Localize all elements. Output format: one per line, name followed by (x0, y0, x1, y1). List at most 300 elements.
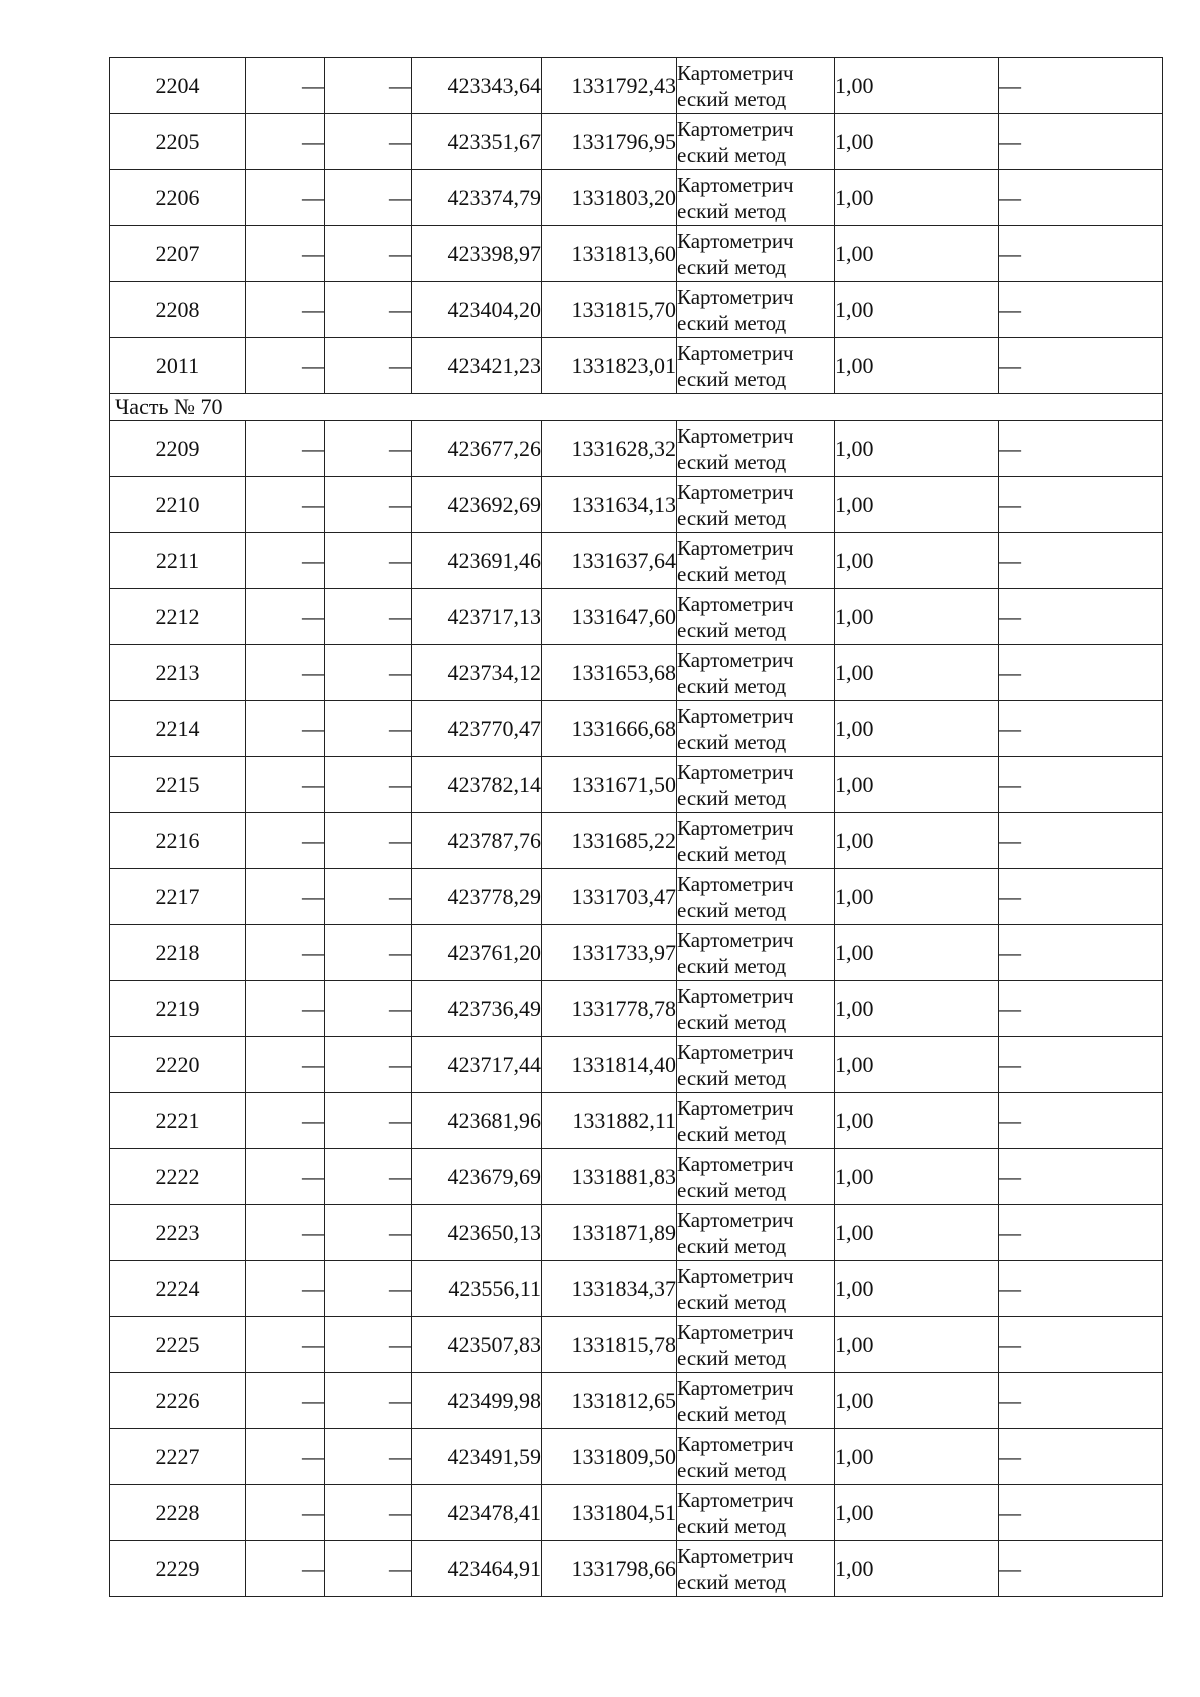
dash-cell: — (325, 925, 412, 981)
y-coordinate-cell: 1331812,65 (542, 1373, 677, 1429)
table-row (110, 1485, 1163, 1541)
x-coordinate-cell: 423681,96 (412, 1093, 542, 1149)
dash-cell: — (246, 421, 325, 477)
method-line-1: Картометрич (677, 1039, 794, 1064)
method-line-2: еский метод (677, 1177, 787, 1202)
method-line-2: еский метод (677, 673, 787, 698)
method-line-1: Картометрич (677, 983, 794, 1008)
method-line-2: еский метод (677, 254, 787, 279)
x-coordinate-cell: 423734,12 (412, 645, 542, 701)
method-cell (677, 981, 835, 1037)
dash-cell: — (999, 170, 1163, 226)
method-line-2: еский метод (677, 1401, 787, 1426)
y-coordinate-cell: 1331809,50 (542, 1429, 677, 1485)
dash-cell: — (246, 645, 325, 701)
method-cell (677, 813, 835, 869)
table-row (110, 589, 1163, 645)
dash-cell: — (999, 757, 1163, 813)
method-line-1: Картометрич (677, 535, 794, 560)
dash-cell: — (325, 170, 412, 226)
dash-cell: — (999, 981, 1163, 1037)
y-coordinate-cell: 1331634,13 (542, 477, 677, 533)
method-line-1: Картометрич (677, 423, 794, 448)
table-body (110, 58, 1163, 1597)
dash-cell: — (325, 282, 412, 338)
point-number-cell: 2213 (110, 645, 246, 701)
x-coordinate-cell: 423770,47 (412, 701, 542, 757)
dash-cell: — (325, 226, 412, 282)
method-line-2: еский метод (677, 310, 787, 335)
method-cell (677, 477, 835, 533)
method-line-1: Картометрич (677, 1319, 794, 1344)
dash-cell: — (246, 170, 325, 226)
dash-cell: — (999, 477, 1163, 533)
precision-cell: 1,00 (835, 981, 999, 1037)
precision-cell: 1,00 (835, 869, 999, 925)
y-coordinate-cell: 1331792,43 (542, 58, 677, 114)
precision-cell: 1,00 (835, 1149, 999, 1205)
dash-cell: — (325, 1541, 412, 1597)
dash-cell: — (999, 1317, 1163, 1373)
method-line-1: Картометрич (677, 759, 794, 784)
dash-cell: — (325, 477, 412, 533)
table-row (110, 701, 1163, 757)
dash-cell: — (246, 701, 325, 757)
y-coordinate-cell: 1331881,83 (542, 1149, 677, 1205)
point-number-cell: 2229 (110, 1541, 246, 1597)
point-number-cell: 2219 (110, 981, 246, 1037)
method-cell (677, 701, 835, 757)
dash-cell: — (999, 1149, 1163, 1205)
point-number-cell: 2207 (110, 226, 246, 282)
dash-cell: — (246, 1205, 325, 1261)
y-coordinate-cell: 1331733,97 (542, 925, 677, 981)
precision-cell: 1,00 (835, 1373, 999, 1429)
dash-cell: — (999, 1093, 1163, 1149)
precision-cell: 1,00 (835, 1261, 999, 1317)
dash-cell: — (325, 114, 412, 170)
dash-cell: — (246, 1317, 325, 1373)
precision-cell: 1,00 (835, 1485, 999, 1541)
method-cell (677, 1093, 835, 1149)
dash-cell: — (999, 813, 1163, 869)
dash-cell: — (325, 1373, 412, 1429)
method-cell (677, 757, 835, 813)
method-line-2: еский метод (677, 841, 787, 866)
method-line-1: Картометрич (677, 1487, 794, 1512)
table-row (110, 338, 1163, 394)
method-cell (677, 1541, 835, 1597)
precision-cell: 1,00 (835, 114, 999, 170)
dash-cell: — (999, 1261, 1163, 1317)
x-coordinate-cell: 423717,13 (412, 589, 542, 645)
dash-cell: — (999, 1205, 1163, 1261)
method-line-1: Картометрич (677, 927, 794, 952)
precision-cell: 1,00 (835, 477, 999, 533)
dash-cell: — (325, 1205, 412, 1261)
point-number-cell: 2214 (110, 701, 246, 757)
dash-cell: — (246, 1429, 325, 1485)
precision-cell: 1,00 (835, 1037, 999, 1093)
dash-cell: — (325, 1093, 412, 1149)
table-row (110, 1037, 1163, 1093)
dash-cell: — (246, 981, 325, 1037)
method-line-1: Картометрич (677, 1431, 794, 1456)
dash-cell: — (246, 1093, 325, 1149)
method-line-1: Картометрич (677, 815, 794, 840)
x-coordinate-cell: 423556,11 (412, 1261, 542, 1317)
y-coordinate-cell: 1331666,68 (542, 701, 677, 757)
dash-cell: — (246, 338, 325, 394)
method-line-2: еский метод (677, 953, 787, 978)
point-number-cell: 2208 (110, 282, 246, 338)
method-line-1: Картометрич (677, 871, 794, 896)
y-coordinate-cell: 1331815,78 (542, 1317, 677, 1373)
x-coordinate-cell: 423761,20 (412, 925, 542, 981)
method-line-2: еский метод (677, 729, 787, 754)
y-coordinate-cell: 1331882,11 (542, 1093, 677, 1149)
dash-cell: — (325, 1429, 412, 1485)
method-line-2: еский метод (677, 449, 787, 474)
x-coordinate-cell: 423374,79 (412, 170, 542, 226)
method-line-2: еский метод (677, 1513, 787, 1538)
dash-cell: — (246, 114, 325, 170)
y-coordinate-cell: 1331671,50 (542, 757, 677, 813)
table-row (110, 58, 1163, 114)
method-line-1: Картометрич (677, 1263, 794, 1288)
precision-cell: 1,00 (835, 170, 999, 226)
method-cell (677, 1205, 835, 1261)
method-line-2: еский метод (677, 897, 787, 922)
point-number-cell: 2216 (110, 813, 246, 869)
precision-cell: 1,00 (835, 645, 999, 701)
y-coordinate-cell: 1331814,40 (542, 1037, 677, 1093)
method-line-2: еский метод (677, 1569, 787, 1594)
precision-cell: 1,00 (835, 925, 999, 981)
method-cell (677, 589, 835, 645)
y-coordinate-cell: 1331813,60 (542, 226, 677, 282)
method-line-2: еский метод (677, 86, 787, 111)
y-coordinate-cell: 1331796,95 (542, 114, 677, 170)
x-coordinate-cell: 423464,91 (412, 1541, 542, 1597)
table-row (110, 757, 1163, 813)
x-coordinate-cell: 423507,83 (412, 1317, 542, 1373)
y-coordinate-cell: 1331804,51 (542, 1485, 677, 1541)
method-cell (677, 1261, 835, 1317)
point-number-cell: 2220 (110, 1037, 246, 1093)
table-row (110, 869, 1163, 925)
x-coordinate-cell: 423787,76 (412, 813, 542, 869)
dash-cell: — (999, 645, 1163, 701)
dash-cell: — (246, 1149, 325, 1205)
method-cell (677, 533, 835, 589)
dash-cell: — (325, 1317, 412, 1373)
dash-cell: — (325, 421, 412, 477)
dash-cell: — (325, 701, 412, 757)
method-line-2: еский метод (677, 505, 787, 530)
x-coordinate-cell: 423478,41 (412, 1485, 542, 1541)
x-coordinate-cell: 423677,26 (412, 421, 542, 477)
point-number-cell: 2221 (110, 1093, 246, 1149)
table-row (110, 1317, 1163, 1373)
dash-cell: — (999, 421, 1163, 477)
precision-cell: 1,00 (835, 1205, 999, 1261)
method-line-2: еский метод (677, 617, 787, 642)
dash-cell: — (999, 1373, 1163, 1429)
dash-cell: — (999, 925, 1163, 981)
part-header-row (110, 394, 1163, 421)
method-line-2: еский метод (677, 1065, 787, 1090)
y-coordinate-cell: 1331628,32 (542, 421, 677, 477)
dash-cell: — (246, 477, 325, 533)
method-line-1: Картометрич (677, 1095, 794, 1120)
dash-cell: — (325, 338, 412, 394)
method-line-2: еский метод (677, 1345, 787, 1370)
table-row (110, 170, 1163, 226)
table-row (110, 1373, 1163, 1429)
y-coordinate-cell: 1331815,70 (542, 282, 677, 338)
method-line-2: еский метод (677, 785, 787, 810)
x-coordinate-cell: 423679,69 (412, 1149, 542, 1205)
dash-cell: — (246, 1541, 325, 1597)
dash-cell: — (246, 869, 325, 925)
precision-cell: 1,00 (835, 338, 999, 394)
dash-cell: — (325, 981, 412, 1037)
method-line-1: Картометрич (677, 1207, 794, 1232)
precision-cell: 1,00 (835, 813, 999, 869)
x-coordinate-cell: 423736,49 (412, 981, 542, 1037)
dash-cell: — (999, 1541, 1163, 1597)
method-line-1: Картометрич (677, 591, 794, 616)
y-coordinate-cell: 1331823,01 (542, 338, 677, 394)
dash-cell: — (999, 338, 1163, 394)
x-coordinate-cell: 423717,44 (412, 1037, 542, 1093)
method-cell (677, 338, 835, 394)
y-coordinate-cell: 1331647,60 (542, 589, 677, 645)
x-coordinate-cell: 423343,64 (412, 58, 542, 114)
y-coordinate-cell: 1331778,78 (542, 981, 677, 1037)
method-line-1: Картометрич (677, 172, 794, 197)
dash-cell: — (246, 226, 325, 282)
dash-cell: — (246, 589, 325, 645)
dash-cell: — (999, 533, 1163, 589)
dash-cell: — (325, 869, 412, 925)
y-coordinate-cell: 1331871,89 (542, 1205, 677, 1261)
y-coordinate-cell: 1331685,22 (542, 813, 677, 869)
table-row (110, 925, 1163, 981)
x-coordinate-cell: 423499,98 (412, 1373, 542, 1429)
point-number-cell: 2011 (110, 338, 246, 394)
method-cell (677, 1429, 835, 1485)
x-coordinate-cell: 423650,13 (412, 1205, 542, 1261)
method-line-1: Картометрич (677, 1151, 794, 1176)
dash-cell: — (246, 757, 325, 813)
dash-cell: — (999, 282, 1163, 338)
dash-cell: — (999, 1485, 1163, 1541)
coordinates-table (109, 57, 1163, 1597)
x-coordinate-cell: 423778,29 (412, 869, 542, 925)
dash-cell: — (325, 1149, 412, 1205)
method-line-1: Картометрич (677, 1375, 794, 1400)
y-coordinate-cell: 1331803,20 (542, 170, 677, 226)
method-cell (677, 1485, 835, 1541)
dash-cell: — (246, 1261, 325, 1317)
dash-cell: — (325, 645, 412, 701)
y-coordinate-cell: 1331834,37 (542, 1261, 677, 1317)
point-number-cell: 2215 (110, 757, 246, 813)
method-cell (677, 170, 835, 226)
dash-cell: — (999, 589, 1163, 645)
method-line-2: еский метод (677, 366, 787, 391)
precision-cell: 1,00 (835, 282, 999, 338)
table-row (110, 421, 1163, 477)
y-coordinate-cell: 1331637,64 (542, 533, 677, 589)
dash-cell: — (246, 1037, 325, 1093)
table-row (110, 1093, 1163, 1149)
precision-cell: 1,00 (835, 226, 999, 282)
x-coordinate-cell: 423692,69 (412, 477, 542, 533)
method-line-1: Картометрич (677, 703, 794, 728)
y-coordinate-cell: 1331798,66 (542, 1541, 677, 1597)
precision-cell: 1,00 (835, 1541, 999, 1597)
x-coordinate-cell: 423782,14 (412, 757, 542, 813)
point-number-cell: 2205 (110, 114, 246, 170)
method-line-1: Картометрич (677, 340, 794, 365)
dash-cell: — (246, 58, 325, 114)
precision-cell: 1,00 (835, 58, 999, 114)
point-number-cell: 2227 (110, 1429, 246, 1485)
dash-cell: — (246, 282, 325, 338)
method-cell (677, 282, 835, 338)
point-number-cell: 2223 (110, 1205, 246, 1261)
method-line-1: Картометрич (677, 647, 794, 672)
point-number-cell: 2211 (110, 533, 246, 589)
dash-cell: — (246, 813, 325, 869)
method-line-1: Картометрич (677, 228, 794, 253)
precision-cell: 1,00 (835, 757, 999, 813)
precision-cell: 1,00 (835, 589, 999, 645)
precision-cell: 1,00 (835, 701, 999, 757)
method-cell (677, 114, 835, 170)
precision-cell: 1,00 (835, 1317, 999, 1373)
table-row (110, 1149, 1163, 1205)
method-line-2: еский метод (677, 1233, 787, 1258)
table-row (110, 1429, 1163, 1485)
table-row (110, 533, 1163, 589)
method-cell (677, 58, 835, 114)
table-row (110, 1261, 1163, 1317)
method-cell (677, 1373, 835, 1429)
point-number-cell: 2228 (110, 1485, 246, 1541)
point-number-cell: 2210 (110, 477, 246, 533)
table-row (110, 282, 1163, 338)
part-label: Часть № 70 (110, 394, 1163, 421)
dash-cell: — (246, 925, 325, 981)
method-cell (677, 226, 835, 282)
precision-cell: 1,00 (835, 1429, 999, 1485)
x-coordinate-cell: 423351,67 (412, 114, 542, 170)
dash-cell: — (325, 589, 412, 645)
method-line-1: Картометрич (677, 284, 794, 309)
table-row (110, 114, 1163, 170)
point-number-cell: 2209 (110, 421, 246, 477)
method-line-2: еский метод (677, 561, 787, 586)
point-number-cell: 2217 (110, 869, 246, 925)
dash-cell: — (246, 533, 325, 589)
point-number-cell: 2226 (110, 1373, 246, 1429)
point-number-cell: 2224 (110, 1261, 246, 1317)
dash-cell: — (246, 1373, 325, 1429)
dash-cell: — (325, 1261, 412, 1317)
method-line-2: еский метод (677, 1289, 787, 1314)
dash-cell: — (999, 1037, 1163, 1093)
point-number-cell: 2206 (110, 170, 246, 226)
dash-cell: — (325, 533, 412, 589)
method-cell (677, 1317, 835, 1373)
method-cell (677, 421, 835, 477)
method-line-2: еский метод (677, 198, 787, 223)
dash-cell: — (999, 701, 1163, 757)
point-number-cell: 2222 (110, 1149, 246, 1205)
table-row (110, 645, 1163, 701)
dash-cell: — (325, 1037, 412, 1093)
method-line-1: Картометрич (677, 479, 794, 504)
dash-cell: — (325, 813, 412, 869)
table-row (110, 813, 1163, 869)
dash-cell: — (999, 226, 1163, 282)
method-cell (677, 925, 835, 981)
table-row (110, 1205, 1163, 1261)
method-line-2: еский метод (677, 142, 787, 167)
method-line-1: Картометрич (677, 1543, 794, 1568)
dash-cell: — (325, 58, 412, 114)
dash-cell: — (999, 869, 1163, 925)
y-coordinate-cell: 1331653,68 (542, 645, 677, 701)
x-coordinate-cell: 423491,59 (412, 1429, 542, 1485)
dash-cell: — (325, 1485, 412, 1541)
method-line-1: Картометрич (677, 116, 794, 141)
point-number-cell: 2225 (110, 1317, 246, 1373)
x-coordinate-cell: 423421,23 (412, 338, 542, 394)
method-cell (677, 645, 835, 701)
method-cell (677, 1149, 835, 1205)
dash-cell: — (999, 1429, 1163, 1485)
table-row (110, 981, 1163, 1037)
method-line-2: еский метод (677, 1457, 787, 1482)
x-coordinate-cell: 423691,46 (412, 533, 542, 589)
precision-cell: 1,00 (835, 421, 999, 477)
table-row (110, 1541, 1163, 1597)
dash-cell: — (999, 114, 1163, 170)
point-number-cell: 2218 (110, 925, 246, 981)
method-line-2: еский метод (677, 1121, 787, 1146)
precision-cell: 1,00 (835, 533, 999, 589)
dash-cell: — (999, 58, 1163, 114)
dash-cell: — (246, 1485, 325, 1541)
table-row (110, 477, 1163, 533)
y-coordinate-cell: 1331703,47 (542, 869, 677, 925)
table-row (110, 226, 1163, 282)
dash-cell: — (325, 757, 412, 813)
method-line-1: Картометрич (677, 60, 794, 85)
x-coordinate-cell: 423398,97 (412, 226, 542, 282)
point-number-cell: 2212 (110, 589, 246, 645)
point-number-cell: 2204 (110, 58, 246, 114)
x-coordinate-cell: 423404,20 (412, 282, 542, 338)
method-cell (677, 1037, 835, 1093)
method-cell (677, 869, 835, 925)
precision-cell: 1,00 (835, 1093, 999, 1149)
